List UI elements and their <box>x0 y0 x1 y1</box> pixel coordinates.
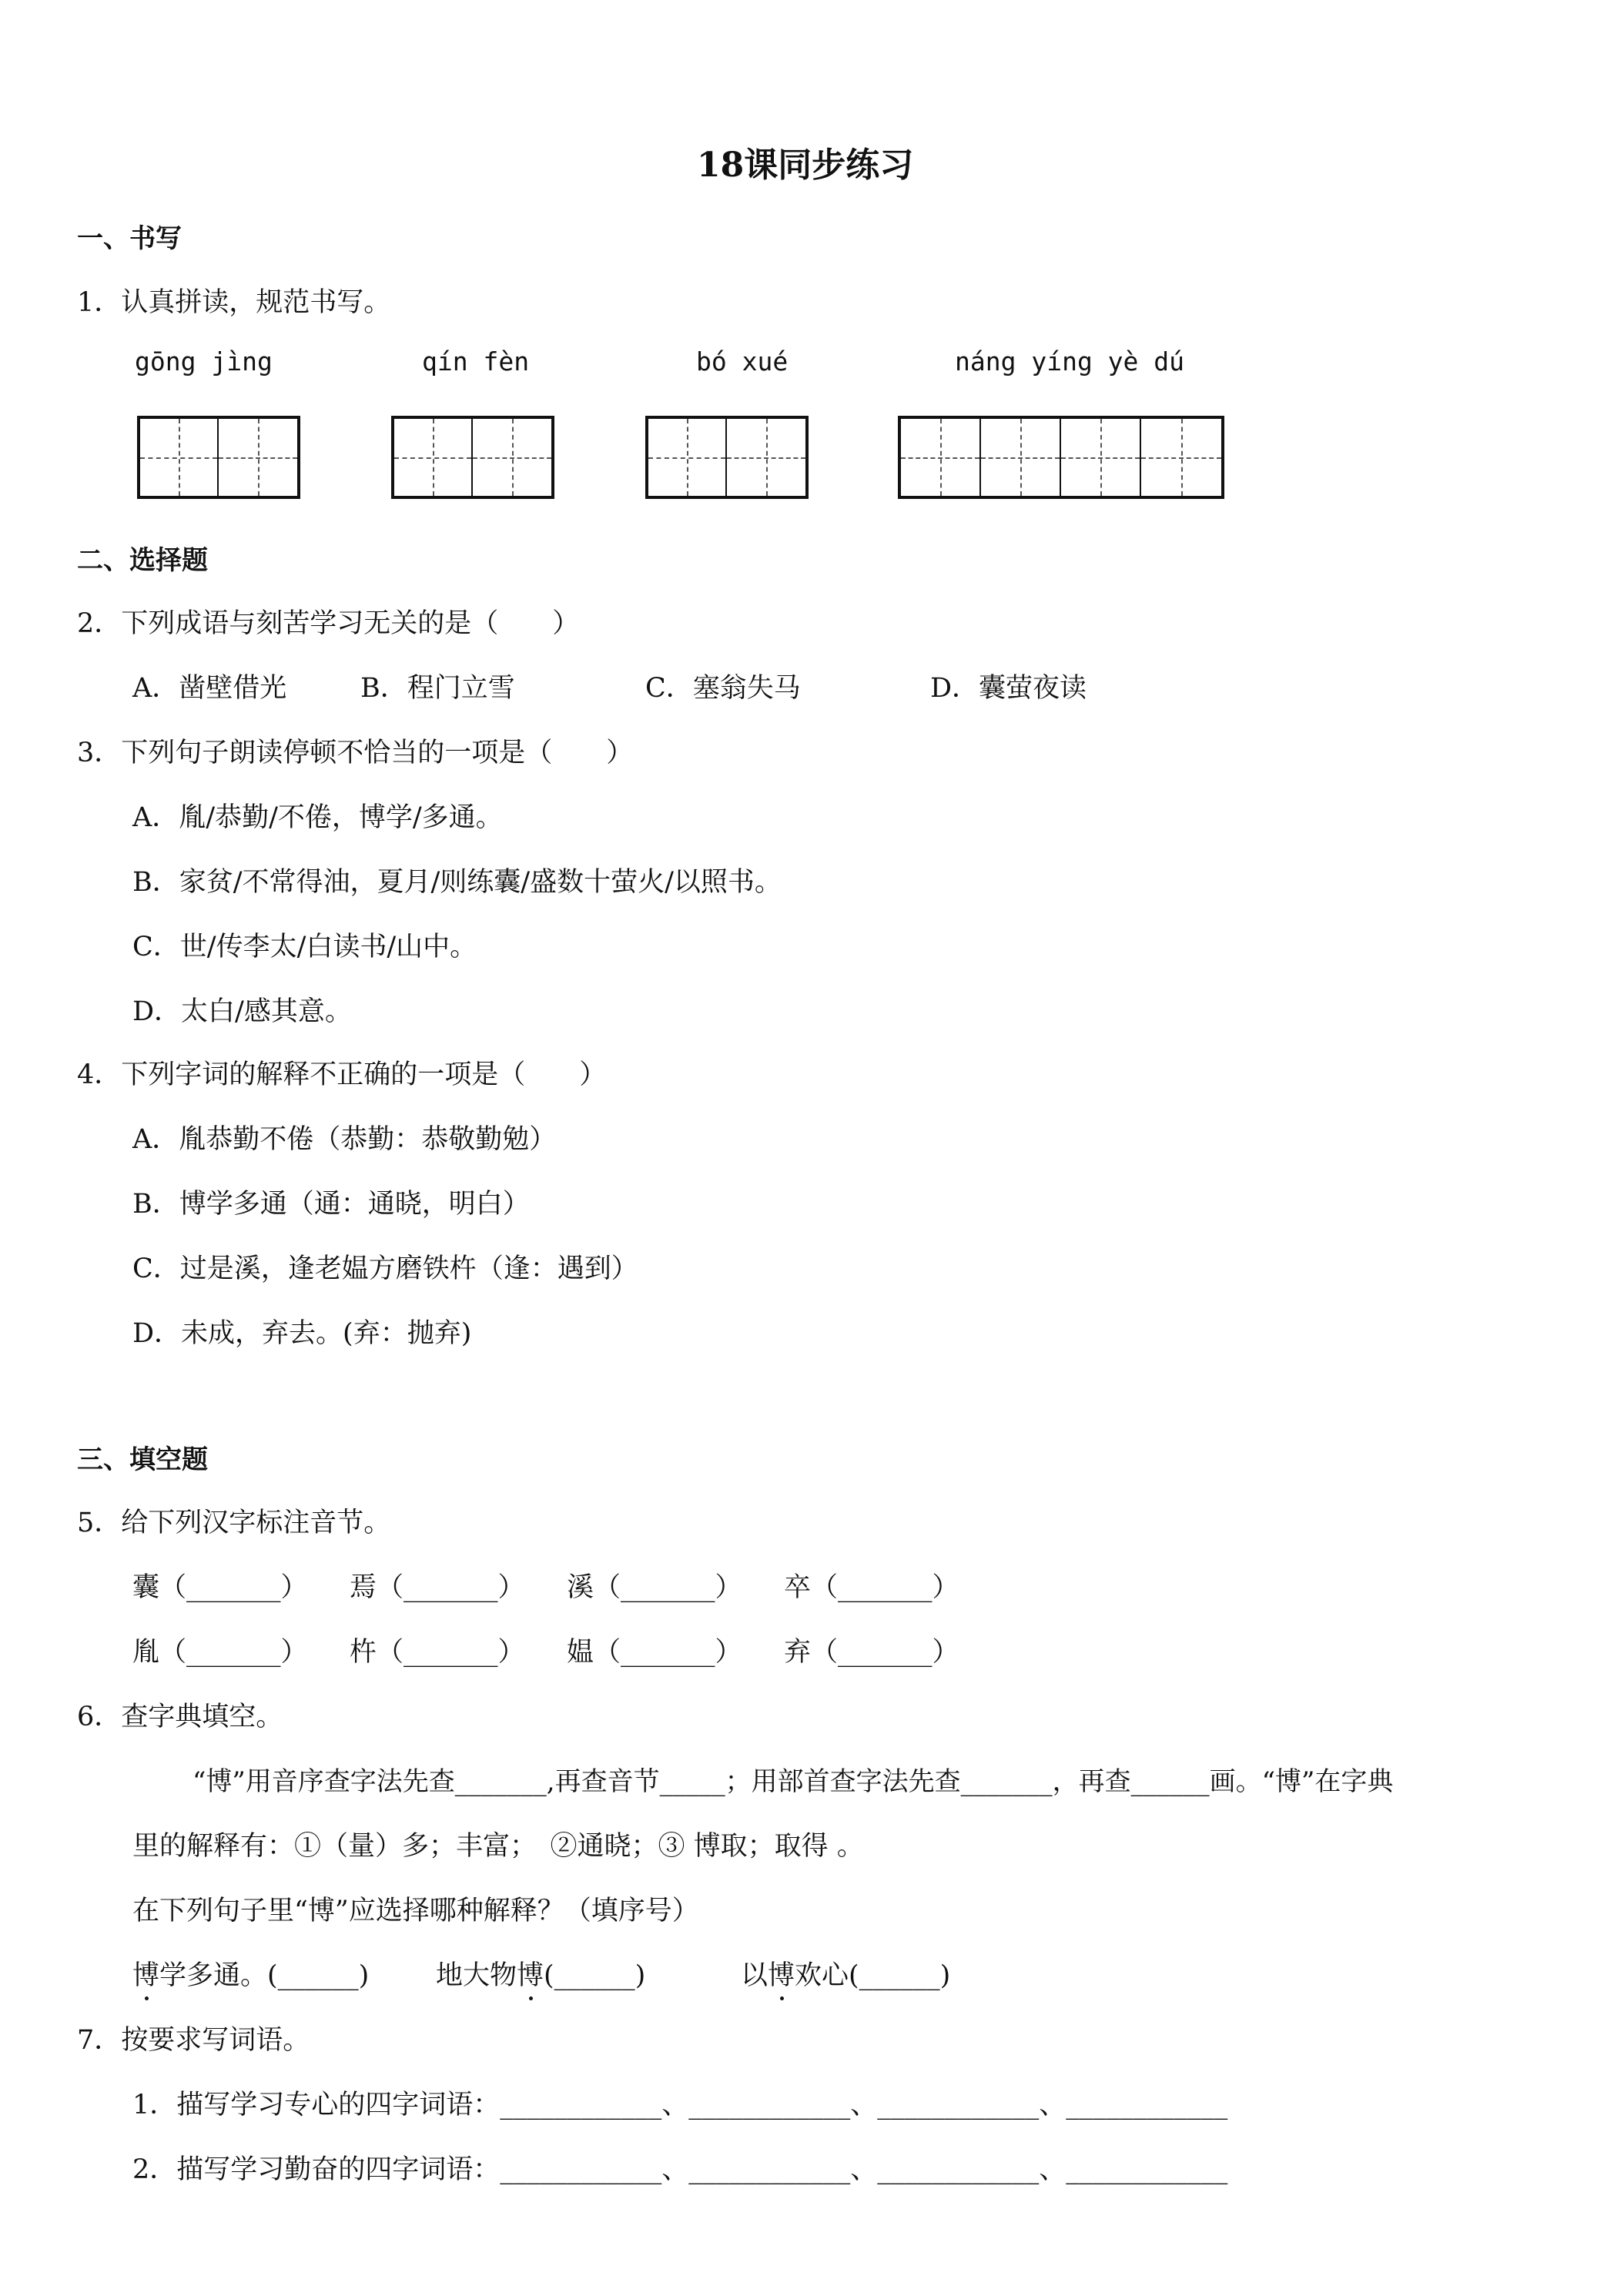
question-5-blank[interactable]: 卒（_______） <box>784 1572 959 1603</box>
writing-cell[interactable] <box>140 419 219 496</box>
writing-cell[interactable] <box>1141 419 1221 496</box>
writing-grid-2[interactable] <box>391 416 554 499</box>
question-3-stem: 3．下列句子朗读停顿不恰当的一项是（ ） <box>77 738 634 768</box>
question-2-option-d[interactable]: D．囊萤夜读 <box>930 673 1087 704</box>
question-6-sentence-1[interactable] <box>132 1954 369 1993</box>
emphasized-char: 博 <box>517 1954 544 1993</box>
question-1-stem: 1．认真拼读，规范书写。 <box>77 287 391 318</box>
question-5-blank[interactable]: 囊（_______） <box>132 1572 308 1603</box>
section-heading-choice: 二、选择题 <box>77 545 208 576</box>
question-6-instruction: 在下列句子里“博”应选择哪种解释？（填序号） <box>132 1896 699 1926</box>
question-4-option-c[interactable]: C．过是溪，逢老媪方磨铁杵（逢：遇到） <box>132 1253 638 1284</box>
question-5-blank[interactable]: 胤（_______） <box>132 1637 308 1668</box>
question-6-paragraph-line-2: 里的解释有：①（量）多；丰富； ②通晓；③ 博取；取得 。 <box>132 1831 864 1862</box>
question-5-blank[interactable]: 弃（_______） <box>784 1637 959 1668</box>
question-6-sentence-2[interactable] <box>436 1954 645 1993</box>
writing-grid-1[interactable] <box>137 416 300 499</box>
sentence-blank[interactable]: 欢心(______) <box>795 1960 951 1991</box>
question-3-option-a[interactable]: A．胤/恭勤/不倦，博学/多通。 <box>132 802 503 833</box>
question-2-option-b[interactable]: B．程门立雪 <box>360 673 515 704</box>
writing-cell[interactable] <box>219 419 297 496</box>
pinyin-3: bó xué <box>696 346 789 377</box>
section-heading-writing: 一、书写 <box>77 223 182 254</box>
pinyin-1: gōng jìng <box>135 346 273 377</box>
question-4-option-a[interactable]: A．胤恭勤不倦（恭勤：恭敬勤勉） <box>132 1124 557 1155</box>
question-3-option-d[interactable]: D．太白/感其意。 <box>132 996 352 1027</box>
question-6-stem: 6．查字典填空。 <box>77 1702 283 1732</box>
emphasized-char: 博 <box>132 1954 159 1993</box>
question-2-stem: 2．下列成语与刻苦学习无关的是（ ） <box>77 608 580 639</box>
question-7-stem: 7．按要求写词语。 <box>77 2025 310 2056</box>
question-3-option-b[interactable]: B．家贫/不常得油，夏月/则练囊/盛数十萤火/以照书。 <box>132 867 782 898</box>
writing-cell[interactable] <box>648 419 727 496</box>
question-5-stem: 5．给下列汉字标注音节。 <box>77 1508 391 1538</box>
question-4-stem: 4．下列字词的解释不正确的一项是（ ） <box>77 1059 607 1090</box>
question-5-blank[interactable]: 溪（_______） <box>567 1572 742 1603</box>
writing-cell[interactable] <box>394 419 473 496</box>
question-5-blank[interactable]: 焉（_______） <box>350 1572 525 1603</box>
pinyin-4: náng yíng yè dú <box>955 346 1185 377</box>
writing-cell[interactable] <box>901 419 981 496</box>
question-4-option-b[interactable]: B．博学多通（通：通晓，明白） <box>132 1189 530 1220</box>
question-5-blank[interactable]: 媪（_______） <box>567 1637 742 1668</box>
question-2-option-a[interactable]: A．凿壁借光 <box>132 673 287 704</box>
writing-cell[interactable] <box>1061 419 1141 496</box>
sentence-blank[interactable]: (______) <box>544 1960 646 1991</box>
question-7-item-2[interactable]: 2．描写学习勤奋的四字词语：____________、____________、____________、____________ <box>132 2154 1228 2185</box>
question-6-paragraph-line-1[interactable]: “博”用音序查字法先查_______,再查音节_____；用部首查字法先查_______，再查______画。“博”在字典 <box>193 1766 1394 1797</box>
writing-cell[interactable] <box>473 419 551 496</box>
pinyin-2: qín fèn <box>422 346 530 377</box>
writing-cell[interactable] <box>727 419 805 496</box>
sentence-text: 地大物 <box>436 1960 517 1991</box>
question-2-option-c[interactable]: C．塞翁失马 <box>645 673 801 704</box>
question-7-item-1[interactable]: 1．描写学习专心的四字词语：____________、____________、____________、____________ <box>132 2090 1228 2120</box>
emphasized-char: 博 <box>768 1954 795 1993</box>
writing-grid-3[interactable] <box>645 416 809 499</box>
question-4-option-d[interactable]: D．未成，弃去。(弃：抛弃) <box>132 1318 472 1349</box>
question-6-sentence-3[interactable] <box>741 1954 950 1993</box>
sentence-blank[interactable]: 学多通。(______) <box>159 1960 370 1991</box>
writing-cell[interactable] <box>981 419 1061 496</box>
section-heading-fill: 三、填空题 <box>77 1444 208 1475</box>
question-3-option-c[interactable]: C．世/传李太/白读书/山中。 <box>132 932 477 962</box>
page-title: 18课同步练习 <box>697 146 914 185</box>
writing-grid-4[interactable] <box>898 416 1224 499</box>
sentence-text: 以 <box>741 1960 768 1991</box>
question-5-blank[interactable]: 杵（_______） <box>350 1637 525 1668</box>
